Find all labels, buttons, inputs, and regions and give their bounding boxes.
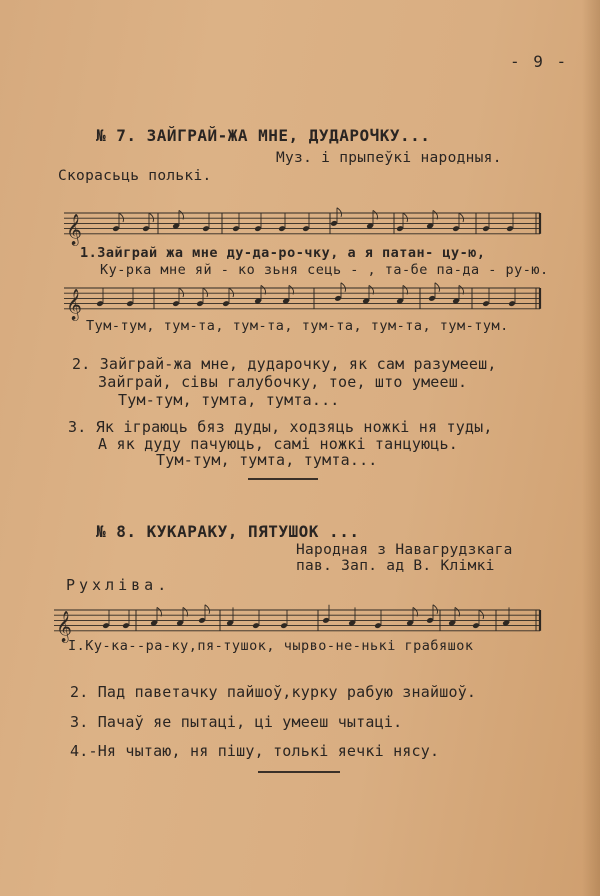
song7-verse3-line2: А як дуду пачуюць, самі ножкі танцуюць. <box>98 435 458 453</box>
treble-clef-icon: 𝄞 <box>56 610 72 642</box>
note-flag <box>119 213 124 222</box>
song7-verse3-line1: 3. Як іграюць бяз дуды, ходзяць ножкі ня туды, <box>68 418 493 436</box>
end-divider <box>258 771 340 773</box>
song7-refrain: Тум-тум, тум-та, тум-та, тум-та, тум-та, тум-тум. <box>86 318 509 334</box>
song8-attribution-line2: пав. Зап. ад В. Клімкі <box>296 558 495 574</box>
song8-title: № 8. КУКАРАКУ, ПЯТУШОК ... <box>96 522 360 541</box>
note-flag <box>403 213 408 222</box>
note-flag <box>205 605 210 614</box>
treble-clef-icon: 𝄞 <box>66 288 82 320</box>
note-flag <box>229 288 234 297</box>
note-flag <box>435 283 440 292</box>
song7-tempo: Скорасьць полькі. <box>58 168 212 184</box>
song7-verse2-line2: Зайграй, сівы галубочку, тое, што умееш. <box>98 373 468 391</box>
song8-lyric-line1: I.Ку-ка--ра-ку,пя-тушок, чырво-не-нькі грабяшок <box>68 638 474 654</box>
song7-lyric-line1: 1.Зайграй жа мне ду-да-ро-чку, а я патан- цу-ю, <box>80 245 486 261</box>
page-number: - 9 - <box>510 52 569 71</box>
note-flag <box>337 208 342 217</box>
song7-verse2-line1: 2. Зайграй-жа мне, дударочку, як сам разумееш, <box>72 355 497 373</box>
note-flag <box>179 288 184 297</box>
note-flag <box>149 213 154 222</box>
section-divider <box>248 478 318 480</box>
note-flag <box>341 283 346 292</box>
song8-tempo: Рухліва. <box>66 576 171 594</box>
note-flag <box>433 605 438 614</box>
song8-verse4: 4.-Ня чытаю, ня пішу, толькі яечкі нясу. <box>70 742 440 760</box>
song7-lyric-line2: Ку-рка мне яй - ко зьня сець - , та-бе па-да - ру-ю. <box>100 262 549 278</box>
song7-verse3-line3: Тум-тум, тумта, тумта... <box>156 451 378 469</box>
note-flag <box>479 610 484 619</box>
song7-attribution: Муз. і прыпеўкі народныя. <box>276 150 502 166</box>
song8-attribution-line1: Народная з Навагрудзкага <box>296 542 513 558</box>
note-flag <box>203 288 208 297</box>
song7-title: № 7. ЗАЙГРАЙ-ЖА МНЕ, ДУДАРОЧКУ... <box>96 126 431 145</box>
song7-verse2-line3: Тум-тум, тумта, тумта... <box>118 391 340 409</box>
song8-verse3: 3. Пачаў яе пытаці, ці умееш чытаці. <box>70 713 403 731</box>
treble-clef-icon: 𝄞 <box>66 213 82 245</box>
song8-verse2: 2. Пад паветачку пайшоў,курку рабую знайшоў. <box>70 683 477 701</box>
note-flag <box>459 213 464 222</box>
